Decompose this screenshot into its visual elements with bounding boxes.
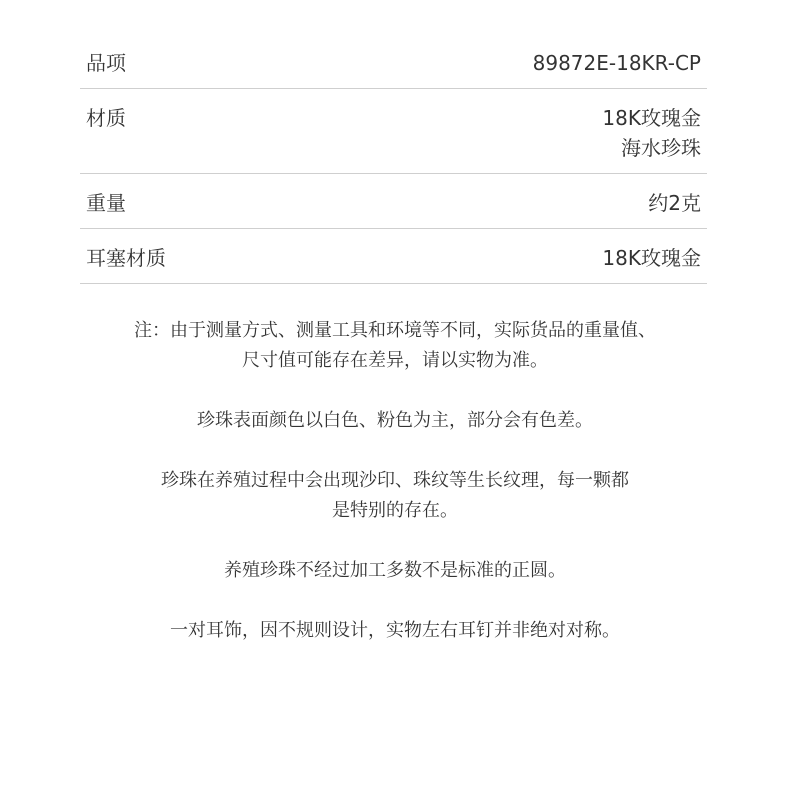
spec-values-weight xyxy=(648,188,701,218)
note-color xyxy=(40,406,750,436)
spec-value-material-metal: 18K玫瑰金 xyxy=(602,106,701,130)
note-line: 一对耳饰，因不规则设计，实物左右耳钉并非绝对对称。 xyxy=(170,620,620,641)
note-line: 珍珠在养殖过程中会出现沙印、珠纹等生长纹理，每一颗都 xyxy=(161,470,629,491)
spec-row-material xyxy=(80,88,707,173)
note-texture xyxy=(40,466,750,526)
note-measurement xyxy=(40,316,750,376)
note-shape xyxy=(40,556,750,586)
spec-values-material xyxy=(602,103,701,163)
spec-value-material-pearl: 海水珍珠 xyxy=(621,136,701,160)
note-line: 注：由于测量方式、测量工具和环境等不同，实际货品的重量值、 xyxy=(134,320,656,341)
spec-values-item xyxy=(533,48,701,78)
note-line: 是特别的存在。 xyxy=(332,500,458,521)
spec-row-item xyxy=(80,34,707,88)
spec-value-earback-material: 18K玫瑰金 xyxy=(602,246,701,270)
spec-row-earback-material xyxy=(80,228,707,283)
spec-values-earback-material xyxy=(602,243,701,273)
spec-label-material: 材质 xyxy=(86,106,126,130)
note-line: 珍珠表面颜色以白色、粉色为主，部分会有色差。 xyxy=(197,410,593,431)
spec-label-earback-material: 耳塞材质 xyxy=(86,246,166,270)
spec-value-item-code: 89872E-18KR-CP xyxy=(532,51,701,75)
note-line: 养殖珍珠不经过加工多数不是标准的正圆。 xyxy=(224,560,566,581)
spec-label-item: 品项 xyxy=(86,51,126,75)
spec-row-weight xyxy=(80,173,707,228)
note-symmetry xyxy=(40,616,750,646)
notes-section xyxy=(40,316,750,676)
spec-table xyxy=(80,34,707,284)
spec-label-weight: 重量 xyxy=(86,191,126,215)
note-line: 尺寸值可能存在差异，请以实物为准。 xyxy=(242,350,548,371)
spec-value-weight: 约2克 xyxy=(648,191,701,215)
